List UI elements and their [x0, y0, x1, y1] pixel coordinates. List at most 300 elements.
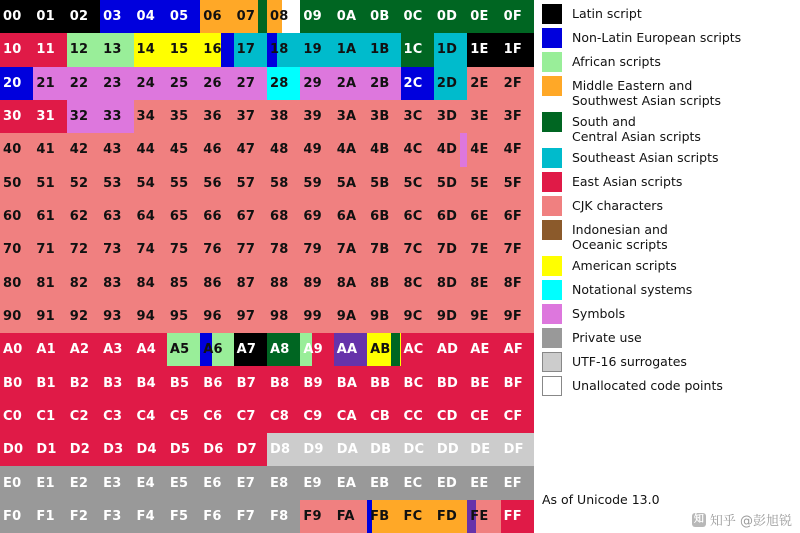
plane-cell-label: CA	[336, 408, 357, 424]
plane-cell-label: F5	[169, 508, 189, 524]
plane-cell	[467, 0, 500, 33]
plane-cell	[300, 500, 333, 533]
plane-cell	[267, 300, 300, 333]
plane-cell-label: 1E	[470, 42, 489, 58]
plane-cell	[300, 33, 333, 66]
legend-label	[572, 112, 701, 144]
legend-label-line1: Notational systems	[572, 282, 693, 297]
plane-cell-label: A4	[136, 342, 157, 358]
plane-cell	[367, 267, 400, 300]
plane-cell-label: F3	[103, 508, 122, 524]
plane-cell-label: 77	[236, 242, 256, 258]
plane-cell	[33, 33, 66, 66]
plane-cell	[334, 333, 367, 366]
plane-cell	[234, 167, 267, 200]
plane-cell	[467, 267, 500, 300]
plane-cell-label: 87	[236, 275, 256, 291]
plane-cell-label: AC	[403, 342, 424, 358]
legend-rows	[542, 4, 798, 396]
plane-cell	[300, 100, 333, 133]
plane-cell-label: D9	[303, 442, 324, 458]
plane-cell	[134, 133, 167, 166]
plane-cell	[267, 100, 300, 133]
plane-cell-label: 6C	[403, 209, 423, 225]
plane-cell-label: EB	[370, 475, 390, 491]
plane-cell-label: 65	[169, 209, 189, 225]
plane-cell	[501, 100, 534, 133]
plane-cell	[434, 366, 467, 399]
plane-cell-label: 6D	[436, 209, 458, 225]
legend-swatch-icon	[542, 220, 562, 240]
plane-cell	[0, 133, 33, 166]
plane-cell-label: F7	[236, 508, 255, 524]
plane-cell	[67, 366, 100, 399]
legend-label	[572, 28, 741, 45]
plane-cell	[134, 33, 167, 66]
plane-cell-label: 27	[236, 75, 256, 91]
plane-cell	[401, 100, 434, 133]
plane-cell-label: 22	[69, 75, 89, 91]
plane-cell	[234, 0, 267, 33]
plane-cell-label: C8	[270, 408, 289, 424]
plane-cell-label: 66	[203, 209, 222, 225]
plane-cell	[33, 200, 66, 233]
plane-cell-label: 16	[203, 42, 222, 58]
plane-cell-label: 25	[169, 75, 189, 91]
plane-cell	[167, 433, 200, 466]
plane-cell-label: 40	[3, 142, 22, 158]
plane-cell	[501, 333, 534, 366]
plane-cell-label: 57	[236, 175, 256, 191]
plane-cell-label: C0	[3, 408, 22, 424]
plane-cell	[200, 333, 233, 366]
plane-cell-label: E3	[103, 475, 122, 491]
plane-cell-label: D5	[169, 442, 191, 458]
plane-cell	[334, 466, 367, 499]
plane-cell-label: C7	[236, 408, 256, 424]
plane-cell	[300, 67, 333, 100]
plane-cell	[234, 500, 267, 533]
plane-cell-label: 8B	[370, 275, 390, 291]
legend-label-line2: Southwest Asian scripts	[572, 93, 722, 108]
plane-cell-label: E7	[236, 475, 255, 491]
plane-cell-label: 1B	[370, 42, 390, 58]
plane-cell-label: 9F	[503, 308, 522, 324]
plane-cell	[367, 133, 400, 166]
plane-cell-label: 8E	[470, 275, 489, 291]
plane-cell	[367, 500, 400, 533]
plane-cell	[167, 466, 200, 499]
plane-cell	[167, 233, 200, 266]
legend	[542, 4, 798, 533]
plane-cell-label: 93	[103, 308, 122, 324]
plane-cell	[100, 366, 133, 399]
plane-cell-label: 97	[236, 308, 256, 324]
plane-cell	[167, 200, 200, 233]
plane-cell	[67, 466, 100, 499]
plane-cell-label: 4E	[470, 142, 489, 158]
plane-cell-label: 55	[169, 175, 189, 191]
plane-cell	[200, 366, 233, 399]
plane-cell-label: E4	[136, 475, 155, 491]
plane-cell-label: 31	[36, 109, 55, 125]
plane-cell-label: 51	[36, 175, 55, 191]
plane-cell-label: 2A	[336, 75, 357, 91]
plane-cell	[134, 200, 167, 233]
legend-label	[572, 376, 723, 393]
plane-cell	[267, 67, 300, 100]
plane-cell	[100, 433, 133, 466]
legend-label	[572, 328, 642, 345]
plane-cell	[100, 133, 133, 166]
legend-label-line1: Non-Latin European scripts	[572, 30, 742, 45]
legend-swatch-icon	[542, 376, 562, 396]
plane-cell-label: E1	[36, 475, 55, 491]
plane-cell	[401, 33, 434, 66]
plane-cell	[501, 0, 534, 33]
plane-cell-label: B9	[303, 375, 323, 391]
plane-cell	[134, 0, 167, 33]
plane-cell-label: 5A	[336, 175, 357, 191]
plane-cell	[67, 333, 100, 366]
plane-cell-label: 5B	[370, 175, 390, 191]
legend-swatch-icon	[542, 4, 562, 24]
plane-cell	[501, 300, 534, 333]
plane-cell	[134, 167, 167, 200]
plane-cell-label: 24	[136, 75, 155, 91]
plane-cell	[200, 0, 233, 33]
plane-cell-label: A0	[3, 342, 23, 358]
plane-cell-label: 49	[303, 142, 322, 158]
plane-cell	[300, 433, 333, 466]
plane-cell-label: E5	[169, 475, 189, 491]
legend-item	[542, 256, 798, 276]
plane-cell-label: AF	[503, 342, 523, 358]
legend-label	[572, 280, 692, 297]
plane-cell	[300, 167, 333, 200]
plane-cell	[134, 333, 167, 366]
plane-cell	[134, 300, 167, 333]
plane-cell	[467, 366, 500, 399]
plane-cell-label: 28	[270, 75, 289, 91]
plane-cell	[234, 300, 267, 333]
plane-cell-label: 33	[103, 109, 122, 125]
plane-cell	[167, 333, 200, 366]
plane-cell-label: 10	[3, 42, 22, 58]
plane-cell-label: 06	[203, 9, 222, 25]
plane-cell-label: DB	[370, 442, 392, 458]
plane-cell	[300, 200, 333, 233]
plane-cell	[100, 67, 133, 100]
plane-cell	[434, 33, 467, 66]
plane-cell	[501, 267, 534, 300]
plane-cell	[401, 233, 434, 266]
plane-cell	[100, 333, 133, 366]
plane-cell-label: E0	[3, 475, 22, 491]
plane-cell	[401, 466, 434, 499]
plane-cell	[300, 300, 333, 333]
plane-cell-label: 9D	[436, 308, 458, 324]
plane-cell	[33, 67, 66, 100]
plane-cell-label: 44	[136, 142, 155, 158]
plane-cell-label: CB	[370, 408, 390, 424]
plane-cell	[33, 433, 66, 466]
plane-cell-label: 00	[3, 9, 22, 25]
plane-cell-label: A7	[236, 342, 257, 358]
legend-item	[542, 4, 798, 24]
plane-cell-label: E2	[69, 475, 89, 491]
plane-cell	[234, 200, 267, 233]
plane-cell	[134, 500, 167, 533]
legend-label	[572, 172, 682, 189]
plane-cell	[434, 433, 467, 466]
plane-cell	[0, 33, 33, 66]
plane-cell	[434, 233, 467, 266]
plane-cell-label: 0E	[470, 9, 489, 25]
plane-cell-label: ED	[436, 475, 457, 491]
plane-cell-label: 02	[69, 9, 89, 25]
plane-cell	[434, 267, 467, 300]
plane-cell	[401, 333, 434, 366]
plane-cell	[501, 67, 534, 100]
plane-cell	[334, 133, 367, 166]
legend-label-line2: Central Asian scripts	[572, 129, 701, 144]
plane-cell-label: D3	[103, 442, 124, 458]
plane-cell-label: 19	[303, 42, 322, 58]
plane-cell-label: 75	[169, 242, 189, 258]
plane-cell	[167, 100, 200, 133]
plane-cell-label: B3	[103, 375, 123, 391]
plane-cell	[367, 67, 400, 100]
legend-label-line1: African scripts	[572, 54, 661, 69]
plane-cell-label: 9E	[470, 308, 489, 324]
plane-cell	[0, 300, 33, 333]
legend-label-line1: UTF-16 surrogates	[572, 354, 687, 369]
plane-cell-label: 5C	[403, 175, 423, 191]
legend-label-line1: Latin script	[572, 6, 642, 21]
plane-cell	[67, 167, 100, 200]
plane-cell-label: 9C	[403, 308, 423, 324]
plane-cell	[0, 500, 33, 533]
plane-cell	[501, 433, 534, 466]
plane-cell	[401, 200, 434, 233]
plane-cell	[334, 400, 367, 433]
plane-cell-label: A8	[270, 342, 290, 358]
plane-cell-label: 4F	[503, 142, 522, 158]
plane-cell-label: 21	[36, 75, 55, 91]
plane-cell	[167, 366, 200, 399]
plane-cell-label: 4A	[336, 142, 357, 158]
plane-cell-label: 80	[3, 275, 22, 291]
plane-cell	[0, 433, 33, 466]
legend-label	[572, 352, 687, 369]
plane-cell-label: 76	[203, 242, 222, 258]
plane-cell	[234, 233, 267, 266]
plane-cell	[33, 133, 66, 166]
plane-cell-label: 48	[270, 142, 289, 158]
legend-label	[572, 52, 661, 69]
plane-cell-label: C3	[103, 408, 123, 424]
legend-swatch-icon	[542, 352, 562, 372]
plane-cell-label: BF	[503, 375, 523, 391]
plane-cell-label: 78	[270, 242, 289, 258]
plane-cell-label: 32	[69, 109, 89, 125]
plane-cell-label: 7B	[370, 242, 390, 258]
plane-cell	[401, 300, 434, 333]
plane-cell-label: BE	[470, 375, 490, 391]
plane-cell-label: B1	[36, 375, 56, 391]
plane-cell	[300, 366, 333, 399]
plane-cell-label: 45	[169, 142, 189, 158]
plane-cell-label: 1F	[503, 42, 522, 58]
plane-cell	[134, 67, 167, 100]
plane-cell	[33, 0, 66, 33]
plane-cell-fragment	[460, 133, 467, 166]
plane-cell	[33, 466, 66, 499]
plane-cell-label: 2C	[403, 75, 423, 91]
plane-cell-label: BD	[436, 375, 458, 391]
plane-cell-label: 64	[136, 209, 155, 225]
plane-cell-label: F2	[69, 508, 89, 524]
plane-cell-label: C9	[303, 408, 323, 424]
plane-cell-label: A6	[203, 342, 223, 358]
plane-cell-label: D8	[270, 442, 291, 458]
plane-cell	[167, 133, 200, 166]
plane-cell	[67, 133, 100, 166]
plane-cell-label: 30	[3, 109, 22, 125]
plane-cell-label: 86	[203, 275, 222, 291]
plane-cell-label: C6	[203, 408, 223, 424]
plane-cell-label: 4D	[436, 142, 458, 158]
plane-cell	[134, 366, 167, 399]
plane-cell-label: EC	[403, 475, 423, 491]
plane-cell-label: 6F	[503, 209, 522, 225]
plane-cell-label: D6	[203, 442, 224, 458]
plane-cell-label: AD	[436, 342, 459, 358]
plane-cell	[267, 167, 300, 200]
plane-cell	[434, 200, 467, 233]
plane-cell-label: DE	[470, 442, 491, 458]
plane-cell	[234, 466, 267, 499]
legend-swatch-icon	[542, 328, 562, 348]
plane-cell	[0, 466, 33, 499]
plane-cell-label: 88	[270, 275, 289, 291]
plane-cell	[200, 433, 233, 466]
legend-item	[542, 220, 798, 252]
plane-cell	[67, 400, 100, 433]
plane-cell-label: 84	[136, 275, 155, 291]
plane-cell	[33, 400, 66, 433]
plane-cell	[167, 33, 200, 66]
plane-cell	[467, 233, 500, 266]
plane-cell	[167, 0, 200, 33]
plane-cell	[134, 100, 167, 133]
plane-cell-label: 96	[203, 308, 222, 324]
plane-cell-label: 9B	[370, 308, 390, 324]
plane-cell-label: DA	[336, 442, 359, 458]
plane-cell-label: F0	[3, 508, 22, 524]
plane-cell-label: 38	[270, 109, 289, 125]
plane-cell	[200, 167, 233, 200]
plane-cell	[467, 433, 500, 466]
plane-cell-label: 34	[136, 109, 155, 125]
plane-cell-label: CD	[436, 408, 458, 424]
plane-cell-label: F4	[136, 508, 155, 524]
plane-cell	[334, 233, 367, 266]
plane-cell	[401, 400, 434, 433]
plane-cell-label: 5F	[503, 175, 522, 191]
plane-cell-label: D1	[36, 442, 57, 458]
plane-cell	[401, 133, 434, 166]
legend-item	[542, 352, 798, 372]
plane-cell-label: 35	[169, 109, 189, 125]
plane-cell-label: AE	[470, 342, 490, 358]
plane-cell	[0, 366, 33, 399]
plane-cell	[334, 267, 367, 300]
plane-cell-label: 36	[203, 109, 222, 125]
plane-cell	[367, 0, 400, 33]
plane-cell	[234, 67, 267, 100]
legend-swatch-icon	[542, 76, 562, 96]
plane-cell-label: D4	[136, 442, 157, 458]
plane-cell	[267, 433, 300, 466]
plane-cell	[334, 366, 367, 399]
plane-cell	[100, 200, 133, 233]
plane-cell-label: D0	[3, 442, 24, 458]
plane-cell-label: 37	[236, 109, 256, 125]
plane-cell	[200, 400, 233, 433]
plane-cell-label: 1D	[436, 42, 458, 58]
plane-cell	[33, 300, 66, 333]
plane-cell-label: 7F	[503, 242, 522, 258]
plane-cell-fragment	[391, 333, 400, 366]
plane-cell	[200, 466, 233, 499]
plane-cell-label: 0A	[336, 9, 357, 25]
plane-cell-label: 12	[69, 42, 89, 58]
plane-cell	[0, 100, 33, 133]
plane-cell-label: 4B	[370, 142, 390, 158]
plane-cell	[0, 400, 33, 433]
plane-cell	[267, 200, 300, 233]
plane-cell-label: E9	[303, 475, 322, 491]
plane-cell-label: F8	[270, 508, 289, 524]
plane-cell-label: C5	[169, 408, 189, 424]
plane-cell-label: 11	[36, 42, 55, 58]
plane-cell-label: EA	[336, 475, 357, 491]
plane-cell-fragment	[258, 0, 267, 33]
legend-swatch-icon	[542, 280, 562, 300]
plane-cell-label: 52	[69, 175, 89, 191]
plane-cell-label: 0F	[503, 9, 522, 25]
plane-cell	[67, 33, 100, 66]
plane-cell	[267, 500, 300, 533]
plane-cell-label: 2E	[470, 75, 489, 91]
plane-cell	[33, 100, 66, 133]
plane-cell-label: CF	[503, 408, 523, 424]
plane-cell-label: E8	[270, 475, 289, 491]
plane-cell	[334, 300, 367, 333]
plane-cell	[467, 400, 500, 433]
plane-cell	[134, 400, 167, 433]
as-of-note: As of Unicode 13.0	[542, 492, 660, 507]
plane-cell-label: FC	[403, 508, 423, 524]
plane-cell	[167, 167, 200, 200]
plane-cell	[434, 466, 467, 499]
plane-cell	[334, 100, 367, 133]
plane-cell	[434, 100, 467, 133]
plane-cell	[467, 133, 500, 166]
plane-cell	[367, 33, 400, 66]
